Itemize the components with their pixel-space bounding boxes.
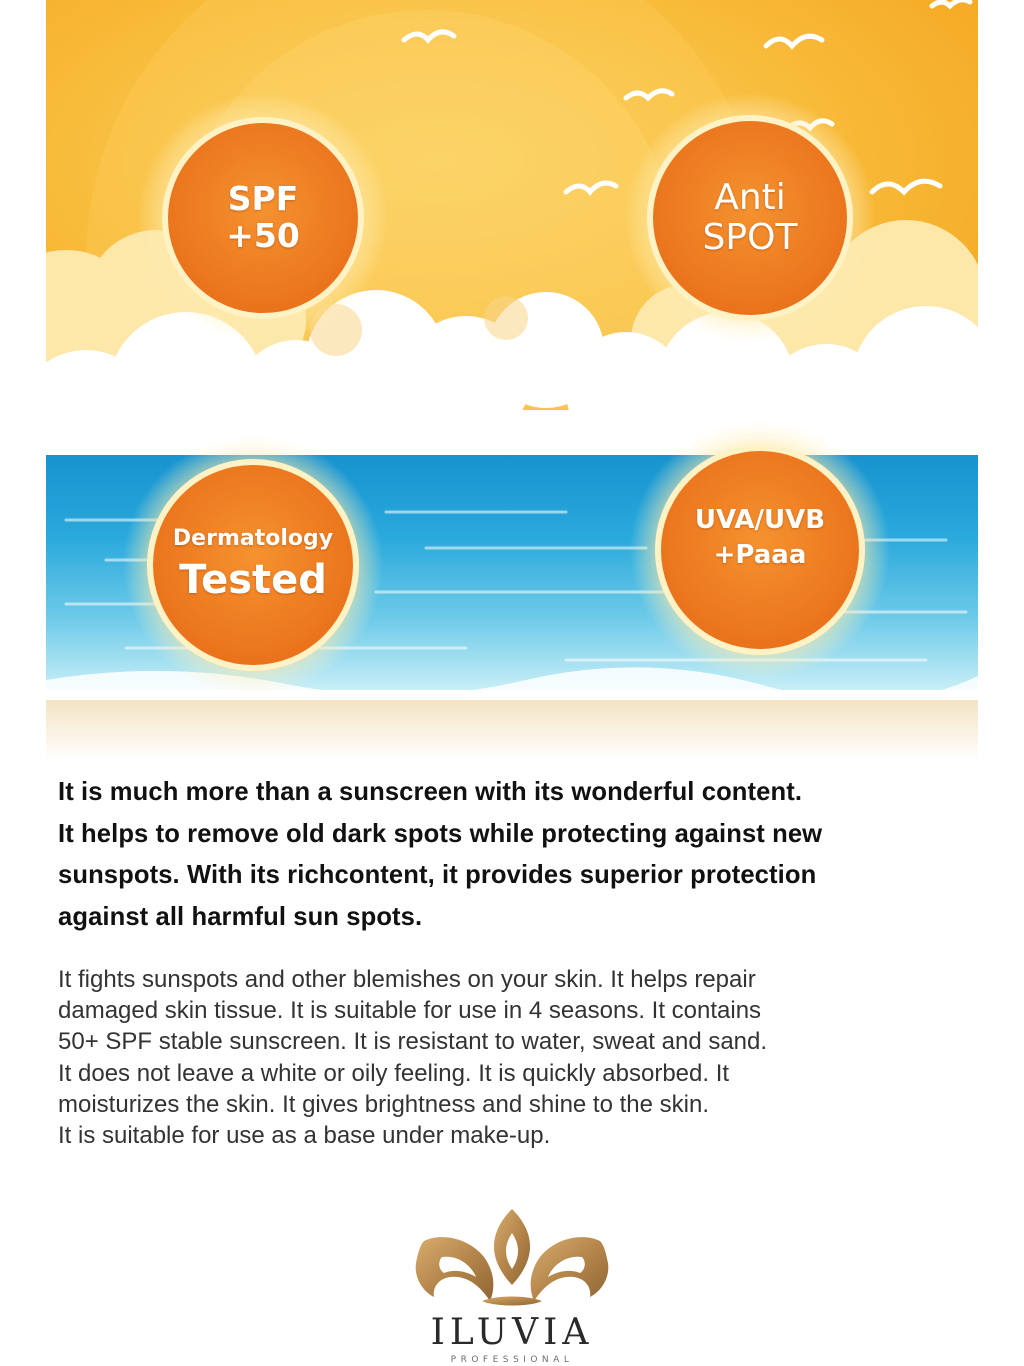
description-line: moisturizes the skin. It gives brightness and shine to the skin. [58,1090,709,1118]
badge-spf [175,130,351,306]
brand-tagline: PROFESSIONAL [450,1355,574,1365]
badge-uva-uvb-line2: +Paaa [713,540,807,571]
badge-uva-uvb-line1: UVA/UVB [694,505,826,535]
headline-line: It helps to remove old dark spots while protecting against new [58,819,823,848]
brand-name: ILUVIA [430,1312,594,1353]
headline-line: sunspots. With its richcontent, it provides superior protection [58,861,817,889]
badge-uva-uvb [668,460,852,640]
headline-line: It is much more than a sunscreen with its wonderful content. [58,778,803,806]
badge-anti-spot [660,130,840,306]
description-line: It fights sunspots and other blemishes on your skin. It helps repair [58,966,756,993]
description-line: It does not leave a white or oily feeling. It is quickly absorbed. It [58,1059,730,1087]
beach-illustration [46,0,978,760]
badge-anti-spot-line2: SPOT [702,217,798,258]
description-line: damaged skin tissue. It is suitable for use in 4 seasons. It contains [58,997,762,1025]
description-line: It is suitable for use as a base under make-up. [58,1122,551,1150]
brand-logo [402,1205,622,1365]
headline-paragraph [58,772,978,938]
badge-dermatology-line2: Tested [179,556,327,603]
badge-spf-line1: SPF [227,179,299,219]
badge-dermatology-line1: Dermatology [172,526,334,552]
headline-line: against all harmful sun spots. [58,902,423,931]
badge-anti-spot-line1: Anti [714,176,786,218]
badge-dermatology [156,472,350,658]
description-paragraph [58,964,988,1151]
lotus-icon [412,1205,612,1310]
badge-spf-line2: +50 [226,216,300,255]
description-line: 50+ SPF stable sunscreen. It is resistant to water, sweat and sand. [58,1028,768,1056]
